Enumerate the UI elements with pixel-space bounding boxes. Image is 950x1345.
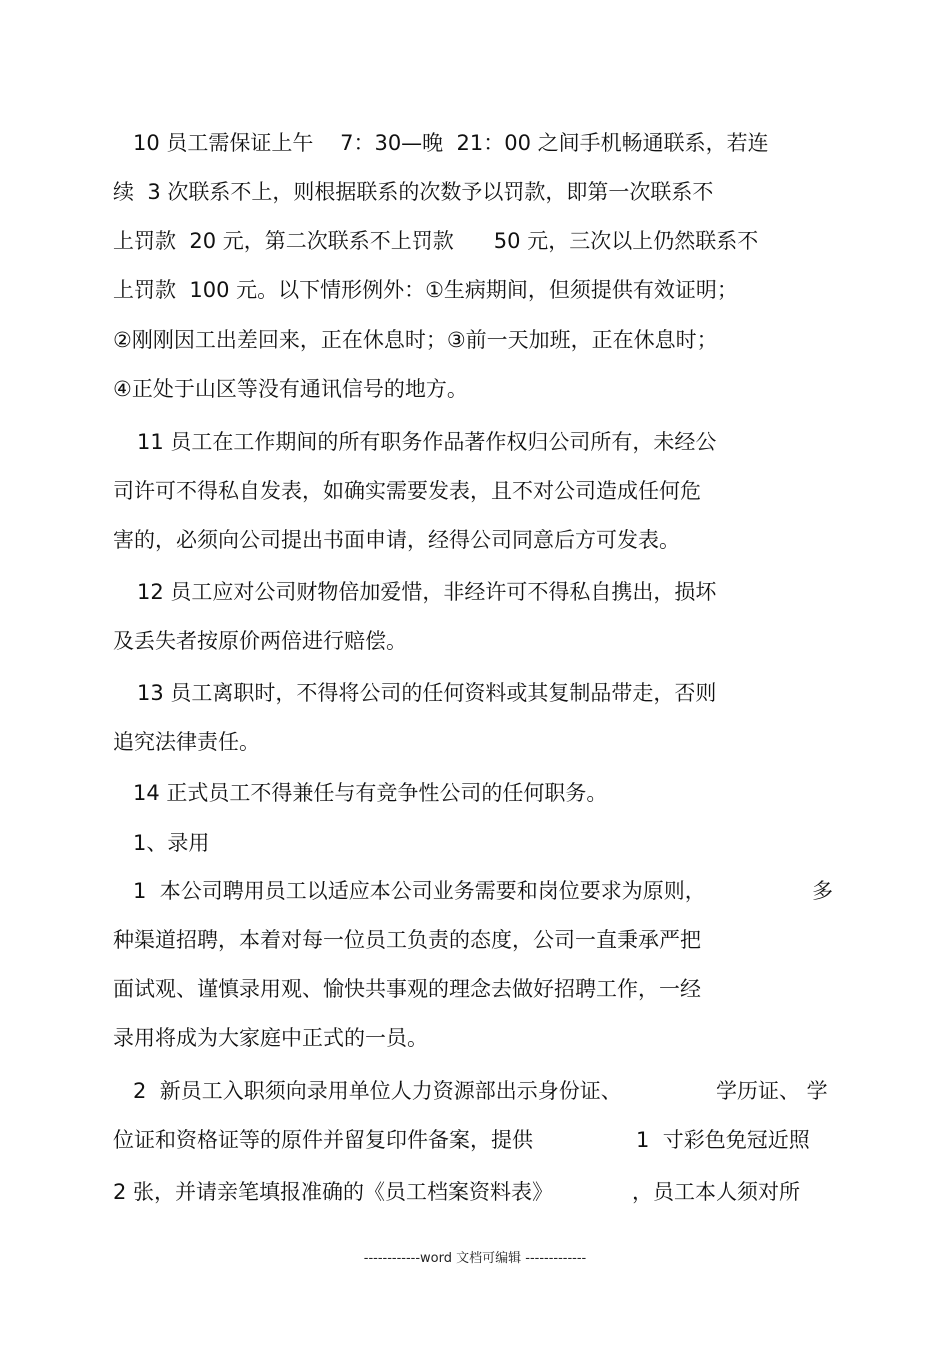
text-line-end: 多 xyxy=(812,879,833,903)
text-line: ④正处于山区等没有通讯信号的地方。 xyxy=(113,377,468,401)
text-line: 及丢失者按原价两倍进行赔偿。 xyxy=(113,629,407,653)
section-heading: 1、录用 xyxy=(133,831,210,855)
text-line: 上罚款 100 元。以下情形例外：①生病期间，但须提供有效证明； xyxy=(113,278,738,302)
text-line: 录用将成为大家庭中正式的一员。 xyxy=(113,1026,428,1050)
text-line: 位证和资格证等的原件并留复印件备案，提供 xyxy=(113,1128,533,1152)
text-line: 12 员工应对公司财物倍加爱惜，非经许可不得私自携出，损坏 xyxy=(137,580,717,604)
page-footer: ------------word 文档可编辑 ------------- xyxy=(363,1251,587,1266)
text-line: 2 张，并请亲笔填报准确的《员工档案资料表》 xyxy=(113,1180,554,1204)
text-line: 种渠道招聘，本着对每一位员工负责的态度，公司一直秉承严把 xyxy=(113,928,701,952)
text-line: 上罚款 20 元，第二次联系不上罚款 50 元，三次以上仍然联系不 xyxy=(113,229,759,253)
text-line: 13 员工离职时，不得将公司的任何资料或其复制品带走，否则 xyxy=(137,681,717,705)
text-line: 2 新员工入职须向录用单位人力资源部出示身份证、 xyxy=(133,1079,622,1103)
text-line-end: ，员工本人须对所 xyxy=(632,1180,800,1204)
text-line: 面试观、谨慎录用观、愉快共事观的理念去做好招聘工作，一经 xyxy=(113,977,701,1001)
text-line: 续 3 次联系不上，则根据联系的次数予以罚款，即第一次联系不 xyxy=(113,180,714,204)
text-line-end: 1 寸彩色免冠近照 xyxy=(636,1128,810,1152)
text-line: 司许可不得私自发表，如确实需要发表，且不对公司造成任何危 xyxy=(113,479,701,503)
text-line: 追究法律责任。 xyxy=(113,730,260,754)
text-line: 11 员工在工作期间的所有职务作品著作权归公司所有，未经公 xyxy=(137,430,717,454)
text-line: 1 本公司聘用员工以适应本公司业务需要和岗位要求为原则， xyxy=(133,879,706,903)
text-line: 10 员工需保证上午 7：30—晚 21：00 之间手机畅通联系，若连 xyxy=(133,131,769,155)
text-line: 害的，必须向公司提出书面申请，经得公司同意后方可发表。 xyxy=(113,528,680,552)
text-line: 14 正式员工不得兼任与有竞争性公司的任何职务。 xyxy=(133,781,608,805)
text-line: ②刚刚因工出差回来，正在休息时；③前一天加班，正在休息时； xyxy=(113,328,718,352)
text-line-end: 学历证、 学 xyxy=(716,1079,828,1103)
